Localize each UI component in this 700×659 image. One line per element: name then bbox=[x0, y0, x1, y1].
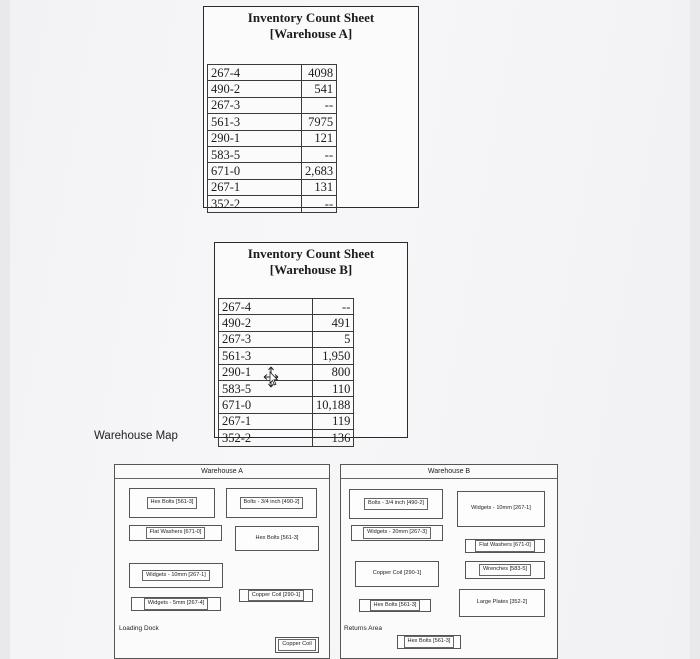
item-code: 267-4 bbox=[219, 299, 313, 315]
table-row bbox=[219, 397, 354, 413]
table-row bbox=[219, 364, 354, 380]
bin-bolts-3-4-inch bbox=[226, 488, 317, 518]
item-qty: -- bbox=[302, 97, 337, 113]
bin-label: Widgets - 5mm [267-4] bbox=[144, 598, 209, 610]
item-code: 290-1 bbox=[219, 364, 313, 380]
table-row bbox=[208, 97, 337, 113]
bin-bolts-3-4-inch bbox=[349, 489, 443, 519]
table-row bbox=[208, 146, 337, 162]
item-code: 490-2 bbox=[208, 81, 302, 97]
bin-flat-washers bbox=[129, 525, 222, 541]
move-cursor-icon bbox=[263, 366, 279, 388]
warehouse-map-heading: Warehouse Map bbox=[94, 430, 178, 442]
table-row bbox=[208, 114, 337, 130]
table-row bbox=[219, 380, 354, 396]
item-code: 671-0 bbox=[208, 163, 302, 179]
item-code: 671-0 bbox=[219, 397, 313, 413]
inventory-sheet-warehouse-a bbox=[203, 6, 419, 211]
item-code: 561-3 bbox=[219, 348, 313, 364]
bin-label: Large Plates [352-2] bbox=[476, 599, 528, 606]
table-row bbox=[208, 179, 337, 195]
item-qty: 541 bbox=[302, 81, 337, 97]
bin-hex-bolts bbox=[359, 599, 431, 612]
bin-widgets-10mm bbox=[457, 491, 545, 527]
item-qty: 800 bbox=[313, 364, 354, 380]
sheet-title-line2: [Warehouse A] bbox=[269, 26, 353, 41]
inventory-table bbox=[207, 64, 337, 213]
bin-widgets-20mm bbox=[351, 525, 443, 541]
bin-label: Copper Coil [290-1] bbox=[248, 590, 305, 602]
item-qty: 1,950 bbox=[313, 348, 354, 364]
item-code: 290-1 bbox=[208, 130, 302, 146]
bin-hex-bolts bbox=[129, 488, 215, 518]
bin-label: Copper Coil bbox=[278, 639, 316, 651]
bin-wrenches bbox=[465, 561, 545, 579]
bin-hex-bolts bbox=[235, 526, 319, 551]
table-row bbox=[208, 196, 337, 212]
bin-label: Bolts - 3/4 inch [490-2] bbox=[364, 498, 428, 510]
item-code: 352-2 bbox=[208, 196, 302, 212]
bin-label: Copper Coil [290-1] bbox=[372, 570, 422, 577]
table-row bbox=[208, 163, 337, 179]
item-code: 267-3 bbox=[219, 331, 313, 347]
table-row bbox=[219, 299, 354, 315]
bin-widgets-5mm bbox=[131, 597, 221, 611]
bin-label: Flat Washers [671-0] bbox=[146, 527, 206, 539]
bin-label: Hex Bolts [561-3] bbox=[370, 600, 421, 612]
bin-label: Bolts - 3/4 inch [490-2] bbox=[240, 497, 304, 509]
item-code: 267-3 bbox=[208, 97, 302, 113]
bin-copper-coil bbox=[239, 589, 313, 602]
sheet-title-line1: Inventory Count Sheet bbox=[247, 10, 375, 25]
bin-widgets-10mm bbox=[129, 563, 223, 588]
inventory-table bbox=[218, 298, 354, 447]
warehouse-a-map bbox=[114, 464, 330, 659]
warehouse-a-title: Warehouse A bbox=[115, 465, 329, 479]
sheet-title bbox=[215, 243, 407, 278]
bin-copper-coil-partial bbox=[275, 637, 319, 653]
sheet-title-line1: Inventory Count Sheet bbox=[247, 246, 375, 261]
bin-label: Hex Bolts [561-3] bbox=[404, 636, 455, 648]
bin-copper-coil bbox=[355, 561, 439, 587]
item-code: 490-2 bbox=[219, 315, 313, 331]
item-qty: 7975 bbox=[302, 114, 337, 130]
sheet-title bbox=[204, 7, 418, 42]
item-qty: 121 bbox=[302, 130, 337, 146]
table-row bbox=[219, 315, 354, 331]
bin-label: Widgets - 20mm [267-3] bbox=[363, 527, 431, 539]
item-qty: 491 bbox=[313, 315, 354, 331]
table-row bbox=[208, 65, 337, 81]
item-qty: 131 bbox=[302, 179, 337, 195]
item-qty: 119 bbox=[313, 413, 354, 429]
warehouse-b-title: Warehouse B bbox=[341, 465, 557, 479]
item-code: 267-4 bbox=[208, 65, 302, 81]
sheet-title-line2: [Warehouse B] bbox=[269, 262, 353, 277]
item-code: 561-3 bbox=[208, 114, 302, 130]
bin-label: Widgets - 10mm [267-1] bbox=[471, 505, 531, 512]
item-qty: 136 bbox=[313, 430, 354, 446]
bin-label: Wrenches [583-5] bbox=[479, 564, 531, 576]
item-qty: -- bbox=[302, 196, 337, 212]
bin-label: Hex Bolts [561-3] bbox=[255, 534, 299, 541]
bin-label: Hex Bolts [561-3] bbox=[147, 497, 198, 509]
bin-label: Widgets - 10mm [267-1] bbox=[142, 570, 210, 582]
item-code: 267-1 bbox=[208, 179, 302, 195]
item-qty: -- bbox=[313, 299, 354, 315]
table-row bbox=[208, 81, 337, 97]
loading-dock-label: Loading Dock bbox=[119, 625, 159, 632]
item-code: 583-5 bbox=[208, 146, 302, 162]
item-qty: 5 bbox=[313, 331, 354, 347]
table-row bbox=[208, 130, 337, 146]
bin-flat-washers bbox=[465, 539, 545, 553]
table-row bbox=[219, 348, 354, 364]
item-code: 583-5 bbox=[219, 380, 313, 396]
bin-hex-bolts bbox=[397, 635, 461, 649]
item-qty: 10,188 bbox=[313, 397, 354, 413]
item-code: 267-1 bbox=[219, 413, 313, 429]
returns-area-label: Returns Area bbox=[344, 625, 382, 632]
item-qty: 110 bbox=[313, 380, 354, 396]
table-row bbox=[219, 331, 354, 347]
item-code: 352-2 bbox=[219, 430, 313, 446]
inventory-sheet-warehouse-b bbox=[214, 242, 408, 445]
item-qty: 4098 bbox=[302, 65, 337, 81]
table-row bbox=[219, 430, 354, 446]
warehouse-b-map bbox=[340, 464, 558, 659]
table-row bbox=[219, 413, 354, 429]
bin-large-plates bbox=[459, 589, 545, 617]
item-qty: -- bbox=[302, 146, 337, 162]
item-qty: 2,683 bbox=[302, 163, 337, 179]
bin-label: Flat Washers [671-0] bbox=[475, 540, 535, 552]
